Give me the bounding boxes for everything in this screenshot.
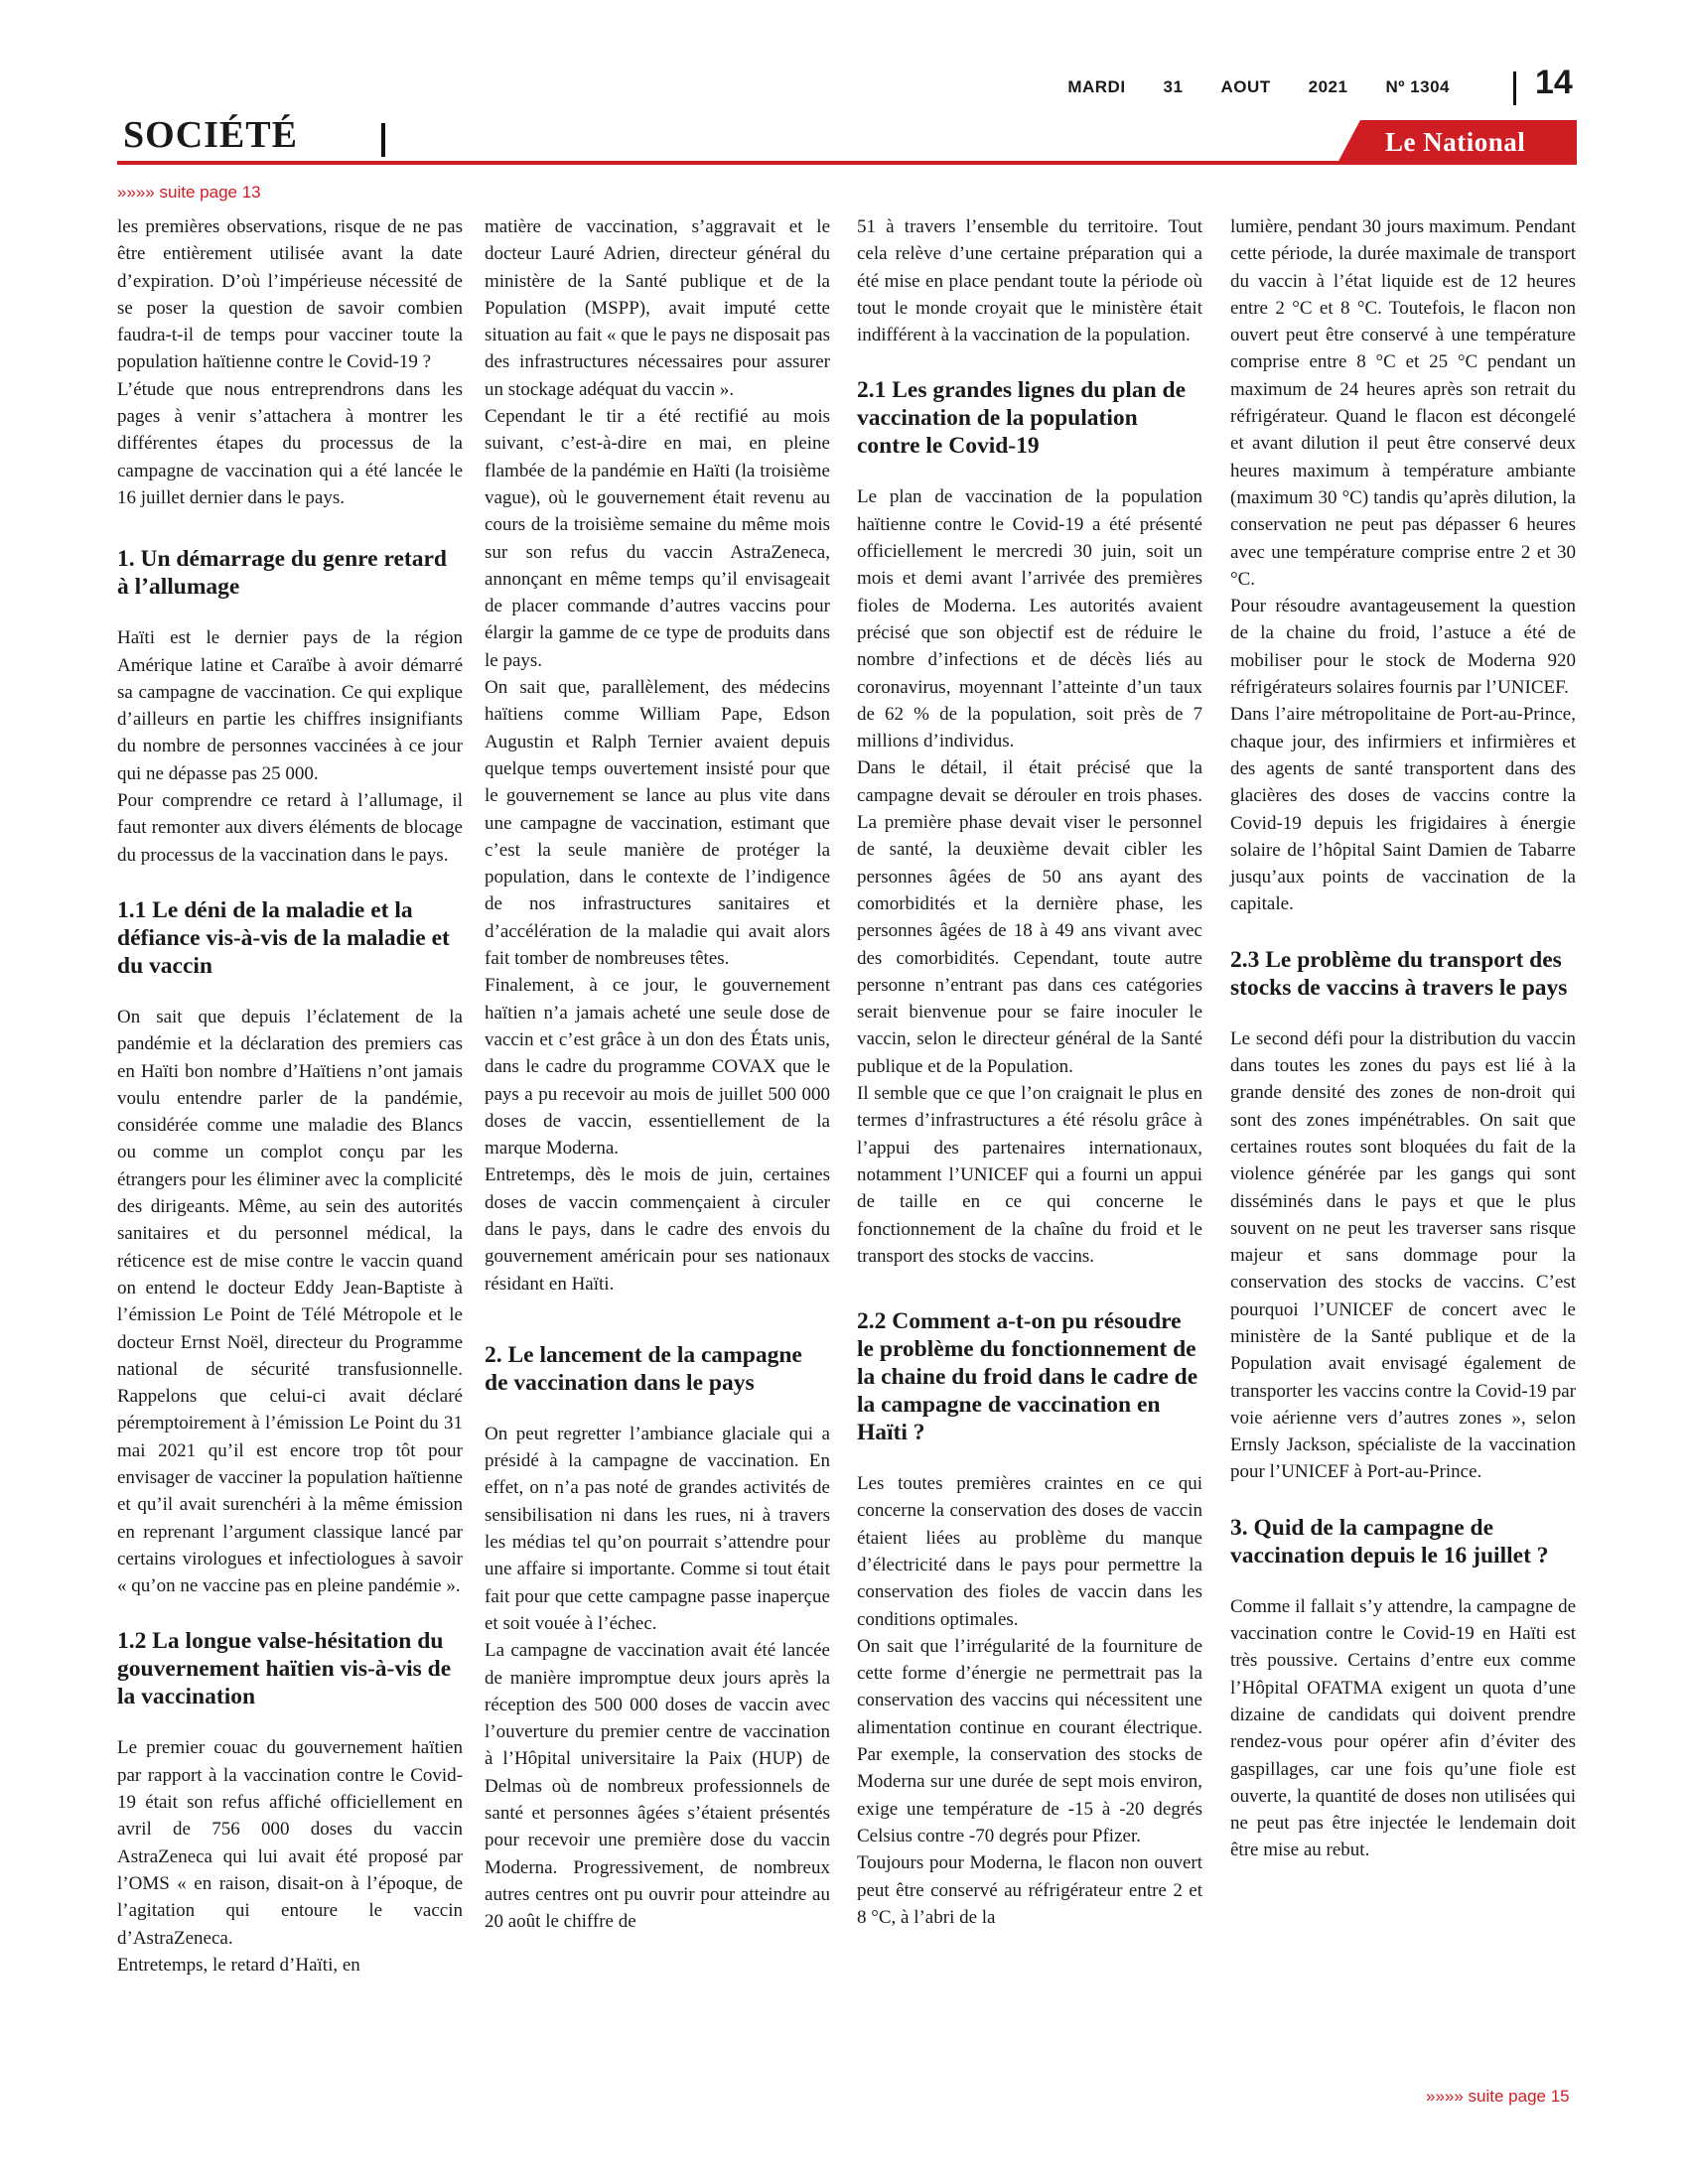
paragraph: Entretemps, le retard d’Haïti, en (117, 1954, 360, 1976)
paragraph: Dans le détail, il était précisé que la campagne devait se dérouler en trois phases. La première phase devait viser le personnel de santé, la deuxième devait cibler les personnes âgées de 50 ans ayant des comorbidités et la dernière phase, les personnes âgées de 18 à 49 ans vivant avec des comorbidités. Cependant, toute autre personne n’entrant pas dans ces catégories serait bienvenue pour se faire inoculer le vaccin, selon le directeur général de la Santé publique et de la Population. (857, 757, 1202, 1077)
paragraph: matière de vaccination, s’aggravait et le docteur Lauré Adrien, directeur général du ministère de la Santé publique et de la Population (MSPP), avait imputé cette situation au fait « que le pays ne disposait pas des infrastructures nécessaires pour assurer un stockage adéquat du vaccin ». (485, 216, 830, 400)
paragraph: Pour comprendre ce retard à l’allumage, il faut remonter aux divers éléments de blocage du processus de la vaccination dans le pays. (117, 790, 463, 866)
continued-to-link[interactable]: »»»» suite page 15 (1426, 2087, 1570, 2106)
article-column-3 (857, 213, 1202, 1931)
subheading: 1. Un démarrage du genre retard à l’allumage (117, 546, 447, 601)
paragraph: Le premier couac du gouvernement haïtien par rapport à la vaccination contre le Covid-19 était son refus affiché officiellement en avril de 756 000 doses du vaccin AstraZeneca qui lui avait été proposé par l’OMS « en raison, disait-on à l’époque, de l’agitation qui entoure le vaccin d’AstraZeneca. (117, 1737, 463, 1949)
paragraph: Dans l’aire métropolitaine de Port-au-Prince, chaque jour, des infirmiers et infirmières et des agents de santé transportent dans des glacières des doses de vaccins contre la Covid-19 depuis les frigidaires à énergie solaire de l’hôpital Saint Damien de Tabarre jusqu’aux points de vaccination de la capitale. (1230, 704, 1576, 915)
issue-date: 31 (1163, 77, 1184, 96)
issue-year: 2021 (1308, 77, 1348, 96)
paragraph: Pour résoudre avantageusement la question de la chaine du froid, l’astuce a été de mobiliser pour le stock de Moderna 920 réfrigérateurs solaires fournis par l’UNICEF. (1230, 596, 1576, 699)
issue-day: MARDI (1067, 77, 1126, 96)
issue-month: AOUT (1220, 77, 1271, 96)
subheading: 2.2 Comment a-t-on pu résoudre le problème du fonctionnement de la chaine du froid dans le cadre de la campagne de vaccination en Haïti ? (857, 1308, 1198, 1446)
subheading: 1.1 Le déni de la maladie et la défiance vis-à-vis de la maladie et du vaccin (117, 896, 450, 979)
section-title: SOCIÉTÉ (123, 114, 298, 156)
page-number-divider (1513, 71, 1516, 105)
paragraph: L’étude que nous entreprendrons dans les pages à venir s’attachera à montrer les différentes étapes du processus de la campagne de vaccination qui a été lancée le 16 juillet dernier dans le pays. (117, 378, 463, 508)
paragraph: 51 à travers l’ensemble du territoire. Tout cela relève d’une certaine préparation qui a été mise en place pendant toute la période où tout le monde croyait que le ministère était indifférent à la vaccination de la population. (857, 216, 1202, 346)
issue-meta (1067, 77, 1450, 97)
paragraph: On peut regretter l’ambiance glaciale qui a présidé à la campagne de vaccination. En effet, on n’a pas noté de grandes activités de sensibilisation ni dans les rues, ni à travers les médias tel qu’on pourrait s’attendre pour une affaire si importante. Comme si tout était fait pour que cette campagne passe inaperçue et soit vouée à l’échec. (485, 1423, 830, 1634)
paragraph: Finalement, à ce jour, le gouvernement haïtien n’a jamais acheté une seule dose de vaccin et c’est grâce à un don des États unis, dans le cadre du programme COVAX que le pays a pu recevoir au mois de juillet 500 000 doses de vaccin, essentiellement de la marque Moderna. (485, 975, 830, 1160)
article-column-4 (1230, 213, 1576, 1864)
paragraph: Le second défi pour la distribution du vaccin dans toutes les zones du pays est lié à la grande densité des zones de non-droit qui sont des zones impénétrables. On sait que certaines routes sont bloquées du fait de la violence générée par les gangs qui sont disséminés dans le pays et que le plus souvent on ne peut les traverser sans risque majeur et sans dommage pour la conservation des stocks de vaccins. C’est pourquoi l’UNICEF de concert avec le ministère de la Santé publique et de la Population avait envisagé également de transporter les vaccins contre la Covid-19 par voie aérienne vers d’autres zones », selon Ernsly Jackson, spécialiste de la vaccination pour l’UNICEF à Port-au-Prince. (1230, 1027, 1576, 1483)
paragraph: Haïti est le dernier pays de la région Amérique latine et Caraïbe à avoir démarré sa campagne de vaccination. Ce qui explique d’ailleurs en partie les chiffres insignifiants du nombre de personnes vaccinées à ce jour qui ne dépasse pas 25 000. (117, 627, 463, 784)
continued-from-link[interactable]: »»»» suite page 13 (117, 183, 261, 202)
paragraph: Toujours pour Moderna, le flacon non ouvert peut être conservé au réfrigérateur entre 2 et 8 °C, à l’abri de la (857, 1852, 1202, 1928)
page-number: 14 (1535, 64, 1573, 101)
paragraph: Le plan de vaccination de la population haïtienne contre le Covid-19 a été présenté officiellement le mercredi 30 juin, soit un mois et demi avant l’arrivée des premières fioles de Moderna. Les autorités avaient précisé que son objectif est de réduire le nombre d’infections et de décès liés au coronavirus, moyennant l’atteinte d’un taux de 62 % de la population, soit près de 7 millions d’individus. (857, 486, 1202, 752)
article-column-1 (117, 213, 463, 1979)
paragraph: Les toutes premières craintes en ce qui concerne la conservation des doses de vaccin étaient liées au problème du manque d’électricité dans le pays pour permettre la conservation des fioles de vaccin dans les conditions optimales. (857, 1473, 1202, 1630)
paragraph: On sait que, parallèlement, des médecins haïtiens comme William Pape, Edson Augustin et Ralph Ternier avaient depuis quelque temps ouvertement insisté pour que le gouvernement se lance au plus vite dans une campagne de vaccination, estimant que c’est la seule manière de protéger la population, dans le contexte de l’indigence de nos infrastructures sanitaires et d’accélération de la maladie qui avait alors fait tomber de nombreuses têtes. (485, 677, 830, 970)
paragraph: Cependant le tir a été rectifié au mois suivant, c’est-à-dire en mai, en pleine flambée de la pandémie en Haïti (la troisième vague), où le gouvernement était revenu au cours de la troisième semaine du même mois sur son refus du vaccin AstraZeneca, annonçant en même temps qu’il envisageait de placer commande d’autres vaccins pour élargir la gamme de ce type de produits dans le pays. (485, 406, 830, 671)
paragraph: les premières observations, risque de ne pas être entièrement utilisée avant la date d’expiration. D’où l’impérieuse nécessité de se poser la question de savoir combien faudra-t-il de temps pour vacciner toute la population haïtienne contre le Covid-19 ? (117, 216, 463, 373)
paragraph: lumière, pendant 30 jours maximum. Pendant cette période, la durée maximale de transport du vaccin à l’état liquide est de 12 heures entre 2 °C et 8 °C. Toutefois, le flacon non ouvert peut être conservé à une température comprise entre 8 °C et 25 °C pendant un maximum de 24 heures après son retrait du réfrigérateur. Quand le flacon est décongelé et avant dilution il peut être conservé deux heures maximum à température ambiante (maximum 30 °C) tandis qu’après dilution, la conservation ne peut pas dépasser 6 heures avec une température comprise entre 2 et 30 °C. (1230, 216, 1576, 590)
subheading: 3. Quid de la campagne de vaccination depuis le 16 juillet ? (1230, 1514, 1549, 1569)
subheading: 2.1 Les grandes lignes du plan de vaccination de la population contre le Covid-19 (857, 377, 1187, 460)
masthead-logo: Le National (1385, 127, 1526, 157)
paragraph: On sait que depuis l’éclatement de la pandémie et la déclaration des premiers cas en Haïti bon nombre d’Haïtiens n’ont jamais voulu entendre parler de la pandémie, considérée comme une maladie des Blancs ou comme un complot conçu par les étrangers pour les éliminer avec la complicité des dirigeants. Même, au sein des autorités sanitaires et du personnel médical, la réticence est de mise contre le vaccin quand on entend le docteur Eddy Jean-Baptiste à l’émission Le Point de Télé Métropole et le docteur Ernst Noël, directeur du Programme national de sécurité transfusionnelle. Rappelons que celui-ci avait déclaré péremptoirement à l’émission Le Point du 31 mai 2021 qu’il est encore trop tôt pour envisager de vacciner la population haïtienne et qu’il avait surenchéri à la même émission en reprenant l’argument classique lancé par certains virologues et infectiologues à savoir « qu’on ne vaccine pas en pleine pandémie ». (117, 1006, 463, 1597)
paragraph: On sait que l’irrégularité de la fourniture de cette forme d’énergie ne permettrait pas la conservation des vaccins qui nécessitent une alimentation continue en courant électrique. Par exemple, la conservation des stocks de Moderna sur une durée de sept mois environ, exige une température de -15 à -20 degrés Celsius contre -70 degrés pour Pfizer. (857, 1635, 1202, 1846)
paragraph: Comme il fallait s’y attendre, la campagne de vaccination contre le Covid-19 en Haïti est très poussive. Certains d’entre eux comme l’Hôpital OFATMA exigent un quota d’une dizaine de candidats qui doivent prendre rendez-vous pour opérer afin d’éviter des gaspillages, car une fois qu’une fiole est ouverte, la quantité de doses non utilisées qui ne peut pas être injectée le lendemain doit être mise au rebut. (1230, 1595, 1576, 1861)
subheading: 2.3 Le problème du transport des stocks de vaccins à travers le pays (1230, 946, 1568, 1001)
paragraph: La campagne de vaccination avait été lancée de manière impromptue deux jours après la réception des 500 000 doses de vaccin avec l’ouverture du premier centre de vaccination à l’Hôpital universitaire la Paix (HUP) de Delmas où de nombreux professionnels de santé et personnes âgées s’étaient présentés pour recevoir une première dose du vaccin Moderna. Progressivement, de nombreux autres centres ont pu ouvrir pour atteindre au 20 août le chiffre de (485, 1640, 830, 1933)
paragraph: Entretemps, dès le mois de juin, certaines doses de vaccin commençaient à circuler dans le pays, dans le cadre des envois du gouvernement américain pour ses nationaux résidant en Haïti. (485, 1164, 830, 1295)
article-column-2 (485, 213, 830, 1936)
issue-number: Nº 1304 (1385, 77, 1450, 96)
paragraph: Il semble que ce que l’on craignait le plus en termes d’infrastructures a été résolu grâce à l’appui des partenaires internationaux, notamment l’UNICEF qui a fourni un appui de taille en ce qui concerne le fonctionnement de la chaîne du froid et le transport des stocks de vaccins. (857, 1083, 1202, 1267)
subheading: 2. Le lancement de la campagne de vaccination dans le pays (485, 1341, 802, 1396)
subheading: 1.2 La longue valse-hésitation du gouvernement haïtien vis-à-vis de la vaccination (117, 1628, 452, 1710)
section-divider (381, 123, 385, 157)
